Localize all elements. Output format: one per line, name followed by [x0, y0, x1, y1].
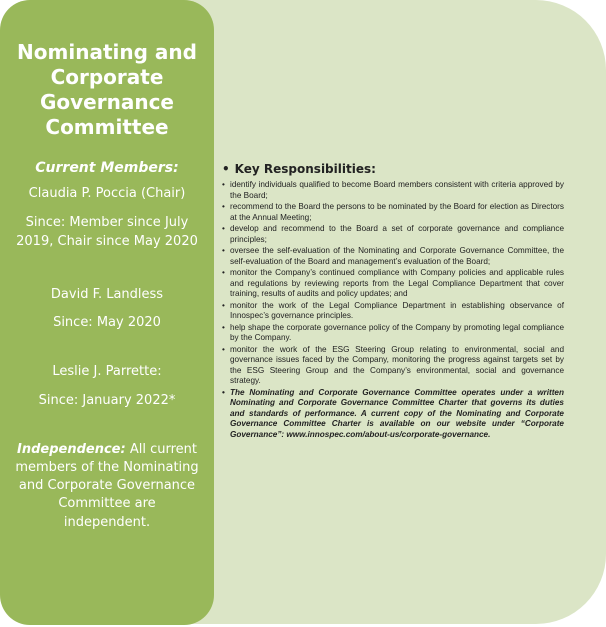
bullet-icon: • [222, 162, 230, 176]
member-since: Since: January 2022* [38, 393, 176, 409]
key-responsibilities-heading [222, 162, 564, 176]
members-heading: Current Members: [35, 160, 179, 176]
title-line: Nominating and [17, 40, 197, 64]
heading-text: Key Responsibilities: [234, 162, 376, 176]
member-entry [8, 286, 206, 334]
responsibility-item: • monitor the work of the Legal Compliance Department in establishing observance of Innospec’s governance principles. [222, 301, 564, 322]
committee-title [8, 40, 206, 140]
title-line: Corporate [50, 65, 164, 89]
title-line: Governance [39, 90, 174, 114]
responsibility-item: • oversee the self-evaluation of the Nominating and Corporate Governance Committee, the self-evaluation of the Board and management’s evaluation of the Board; [222, 246, 564, 267]
responsibility-item: • help shape the corporate governance policy of the Company by promoting legal compliance by the Company. [222, 323, 564, 344]
member-since: Since: May 2020 [53, 315, 161, 331]
independence-statement [8, 441, 206, 532]
member-entry [8, 185, 206, 252]
member-since: Since: Member since July 2019, Chair since May 2020 [16, 214, 198, 249]
responsibility-item: • monitor the Company’s continued compliance with Company policies and applicable rules and regulations by reviewing reports from the Legal Compliance Department that cover training, results of audits and policy updates; and [222, 268, 564, 300]
title-line: Committee [45, 115, 169, 139]
independence-text: All current members of the Nominating and Corporate Governance Committee are independent. [15, 441, 199, 530]
member-name: Leslie J. Parrette: [52, 364, 162, 380]
member-name: David F. Landless [50, 286, 164, 302]
responsibility-item: • identify individuals qualified to become Board members consistent with criteria approved by the Board; [222, 180, 564, 201]
committee-sidebar [0, 0, 214, 625]
member-name: Claudia P. Poccia (Chair) [28, 186, 186, 201]
responsibility-item: • recommend to the Board the persons to be nominated by the Board for election as Directors at the Annual Meeting; [222, 202, 564, 223]
independence-label: Independence: [17, 441, 126, 457]
responsibility-item: • develop and recommend to the Board a set of corporate governance and compliance principles; [222, 224, 564, 245]
member-entry [8, 363, 206, 411]
responsibilities-section [222, 162, 564, 440]
responsibilities-list [222, 180, 564, 387]
charter-note: • The Nominating and Corporate Governance Committee operates under a written Nominating and Corporate Governance Committee Charter that governs its duties and standards of performance. A current copy of the Nominating and Corporate Governance Committee Charter is available on our website under “Corporate Governance”: www.innospec.com/about-us/corporate-governance. [222, 388, 564, 441]
responsibility-item: • monitor the work of the ESG Steering Group relating to environmental, social and governance issues faced by the Company, monitoring the progress against targets set by the ESG Steering Group and the Company’s environmental, social and governance strategy. [222, 345, 564, 387]
